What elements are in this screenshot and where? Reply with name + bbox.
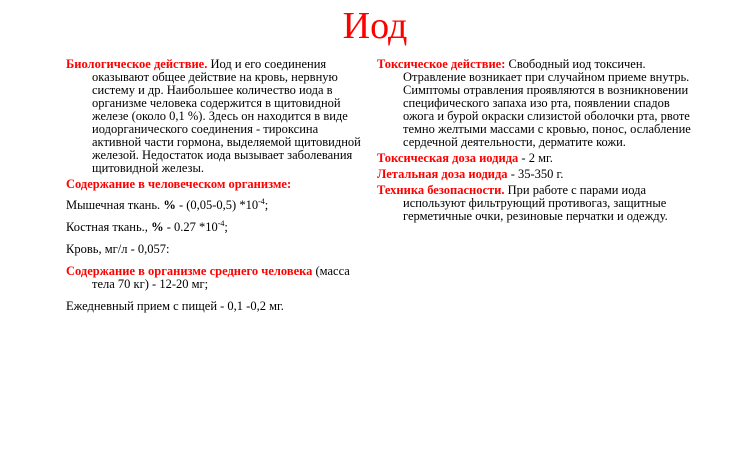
- muscle-end: ;: [264, 198, 269, 212]
- right-column: [377, 58, 695, 226]
- average-content-text: (масса тела 70 кг) - 12-20 мг;: [92, 264, 350, 291]
- lethal-dose: [377, 168, 695, 181]
- daily-intake: Ежедневный прием с пищей - 0,1 -0,2 мг.: [66, 299, 284, 313]
- muscle-value: - (0,05-0,5) *10: [178, 198, 259, 212]
- blood-content: Кровь, мг/л - 0,057:: [66, 242, 170, 256]
- left-column: [66, 58, 364, 322]
- safety-paragraph: [377, 184, 695, 223]
- average-content-heading: Содержание в организме среднего человека: [66, 264, 313, 278]
- lethal-dose-value: - 35-350 г.: [510, 167, 564, 181]
- bone-end: ;: [224, 220, 228, 234]
- biological-action-heading: Биологическое действие.: [66, 57, 208, 71]
- bone-exponent: -4: [217, 218, 225, 228]
- bone-value: - 0.27 *10: [166, 220, 218, 234]
- toxic-dose: [377, 152, 695, 165]
- biological-action-paragraph: [66, 58, 364, 175]
- toxic-dose-label: Токсическая доза иодида: [377, 151, 519, 165]
- muscle-content: [66, 196, 364, 212]
- biological-action-text: Иод и его соединения оказывают общее действие на кровь, нервную систему и др. Наибольшее количество иода в организме человека содержится в щитовидной железе (около 0,1 %). Здесь он находится в виде иодорганического соединения - тироксина активной части гормона, выделяемой щитовидной железой. Недостаток иода вызывает заболевания щитовидной железы.: [92, 57, 361, 175]
- safety-text: При работе с парами иода используют фильтрующий противогаз, защитные герметичные очки, резиновые перчатки и одежду.: [403, 183, 668, 223]
- toxic-action-paragraph: [377, 58, 695, 149]
- muscle-exponent: -4: [258, 196, 265, 206]
- content-heading: Содержание в человеческом организме:: [66, 177, 292, 191]
- toxic-action-heading: Токсическое действие:: [377, 57, 506, 71]
- average-content-paragraph: [66, 265, 364, 291]
- page-title: Иод: [342, 5, 408, 47]
- toxic-action-text: Свободный иод токсичен. Отравление возникает при случайном приеме внутрь. Симптомы отравления проявляются в возникновении специфического запаха изо рта, появлении спадов ожога и бурой окраски слизистой оболочки рта, рвоте темно желтыми массами с кровью, понос, ослабление сердечной деятельности, дерматите кожи.: [403, 57, 691, 149]
- bone-percent: %: [151, 220, 164, 234]
- muscle-percent: %: [163, 198, 176, 212]
- bone-content: [66, 218, 364, 234]
- lethal-dose-label: Летальная доза иодида: [377, 167, 508, 181]
- safety-heading: Техника безопасности.: [377, 183, 505, 197]
- muscle-label: Мышечная ткань.: [66, 198, 161, 212]
- toxic-dose-value: - 2 мг.: [521, 151, 553, 165]
- content-heading-paragraph: [66, 178, 364, 191]
- bone-label: Костная ткань.,: [66, 220, 148, 234]
